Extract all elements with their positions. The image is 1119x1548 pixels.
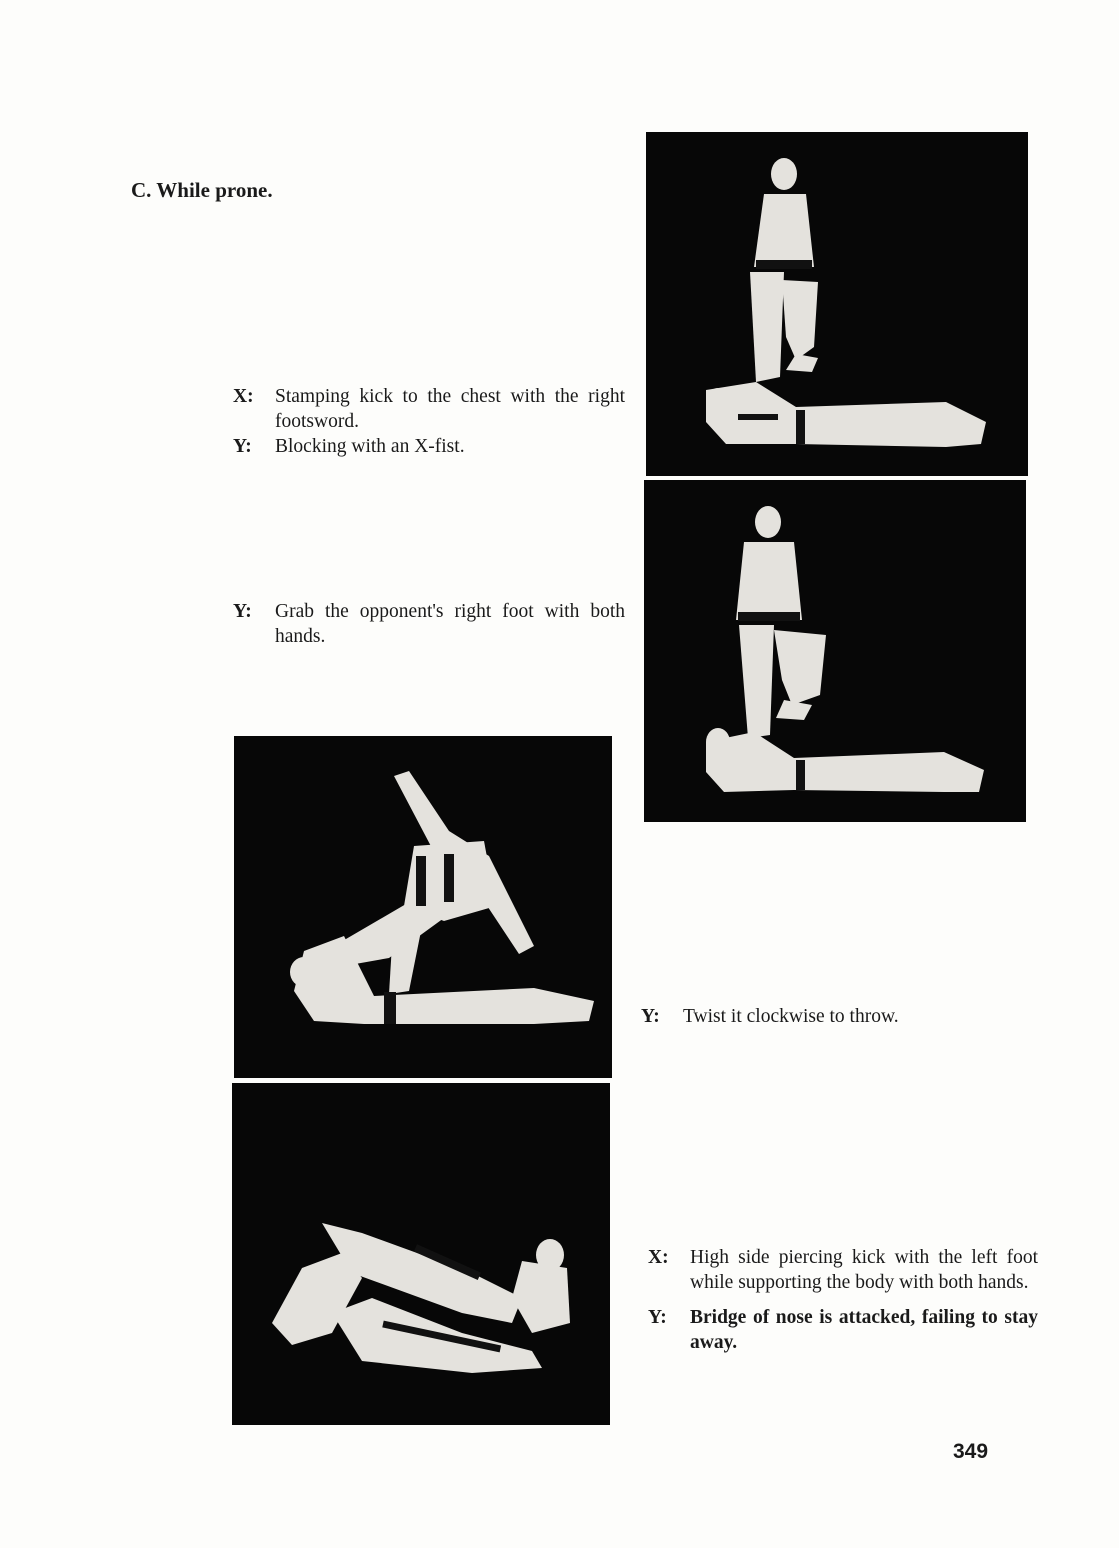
photo-grab-foot: [644, 480, 1026, 822]
caption-item: [648, 1305, 1038, 1355]
caption-item: [641, 1004, 1041, 1029]
caption-label: Y:: [233, 601, 252, 622]
caption-text: Bridge of nose is attacked, failing to stay away.: [690, 1307, 1038, 1353]
caption-3: [641, 1004, 1041, 1029]
caption-label: Y:: [641, 1006, 660, 1027]
photo-figures-4: [232, 1083, 610, 1425]
page-number: 349: [953, 1440, 989, 1463]
photo-stamping-kick: [646, 132, 1028, 476]
caption-text: Stamping kick to the chest with the right footsword.: [275, 386, 625, 432]
photo-figures-3: [234, 736, 612, 1078]
caption-item: [648, 1245, 1038, 1295]
caption-text: Blocking with an X-fist.: [275, 436, 465, 457]
caption-item: [233, 384, 625, 434]
photo-twist-throw: [234, 736, 612, 1078]
photo-figures-2: [644, 480, 1026, 822]
caption-item: [233, 599, 625, 649]
caption-2: [233, 599, 625, 649]
photo-side-piercing-kick: [232, 1083, 610, 1425]
caption-text: High side piercing kick with the left foot while supporting the body with both hands.: [690, 1247, 1038, 1293]
caption-label: X:: [233, 386, 254, 407]
caption-1: [233, 384, 625, 459]
caption-label: X:: [648, 1247, 669, 1268]
caption-text: Grab the opponent's right foot with both hands.: [275, 601, 625, 647]
caption-label: Y:: [648, 1307, 667, 1328]
caption-text: Twist it clockwise to throw.: [683, 1006, 899, 1027]
caption-label: Y:: [233, 436, 252, 457]
caption-4: [648, 1245, 1038, 1355]
photo-figures-1: [646, 132, 1028, 476]
caption-item: [233, 434, 625, 459]
section-heading: C. While prone.: [131, 178, 273, 202]
